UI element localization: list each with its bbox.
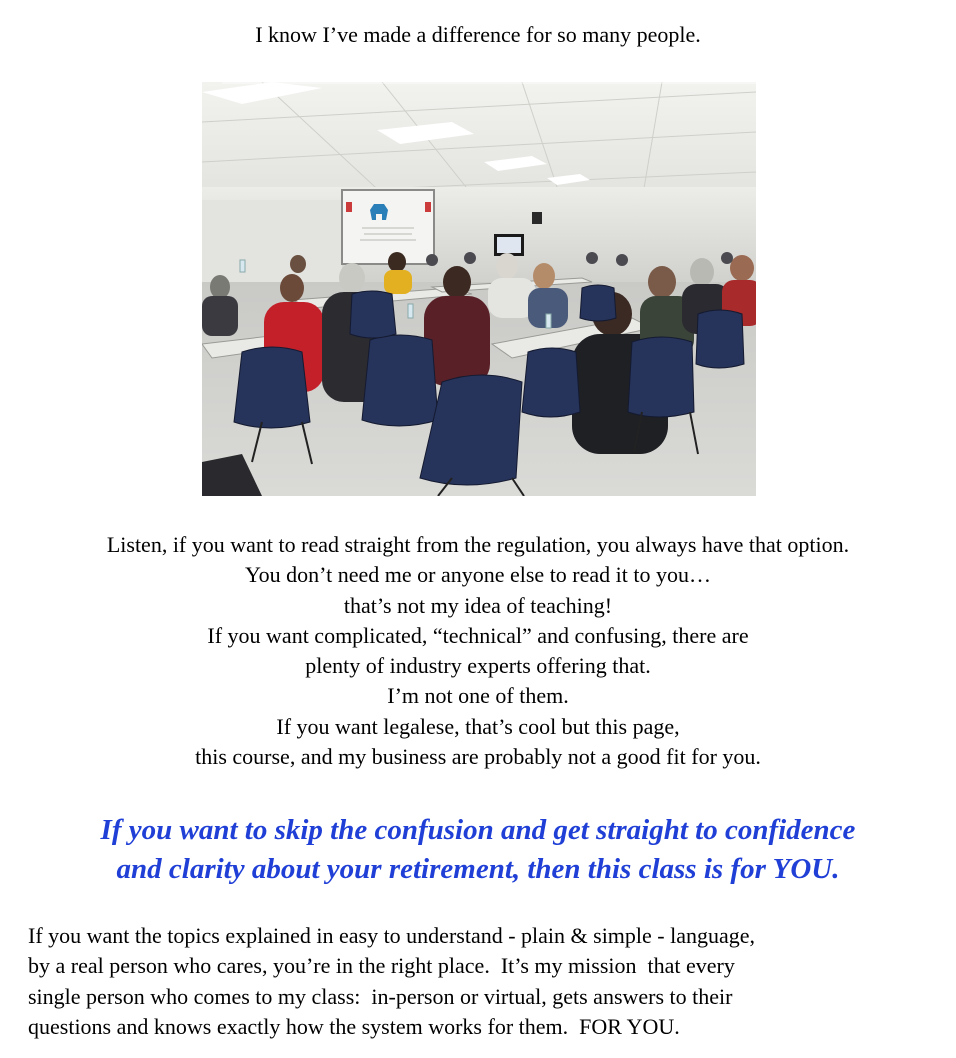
listen-line: If you want legalese, that’s cool but this page,	[276, 713, 680, 739]
listen-line: that’s not my idea of teaching!	[343, 592, 613, 618]
closing-paragraph	[28, 921, 938, 1042]
closing-line: If you want the topics explained in easy to understand - plain & simple - language,	[28, 923, 756, 948]
listen-line: Listen, if you want to read straight from the regulation, you always have that option.	[106, 532, 850, 557]
closing-line: questions and knows exactly how the system works for them. FOR YOU.	[28, 1013, 680, 1039]
listen-line: plenty of industry experts offering that.	[305, 653, 651, 679]
listen-paragraph	[0, 530, 956, 772]
intro-text: I know I’ve made a difference for so many people.	[255, 22, 701, 47]
listen-line: this course, and my business are probably not a good fit for you.	[195, 744, 761, 770]
classroom-photo	[202, 82, 756, 496]
closing-line: single person who comes to my class: in-person or virtual, gets answers to their	[28, 983, 733, 1009]
callout-line: and clarity about your retirement, then this class is for YOU.	[116, 853, 840, 885]
callout-heading	[0, 811, 956, 889]
listen-line: I’m not one of them.	[387, 683, 569, 709]
closing-line: by a real person who cares, you’re in the right place. It’s my mission that every	[28, 953, 735, 979]
listen-line: If you want complicated, “technical” and confusing, there are	[207, 622, 749, 648]
callout-line: If you want to skip the confusion and get straight to confidence	[100, 814, 856, 846]
listen-line: You don’t need me or anyone else to read it to you…	[245, 562, 711, 588]
